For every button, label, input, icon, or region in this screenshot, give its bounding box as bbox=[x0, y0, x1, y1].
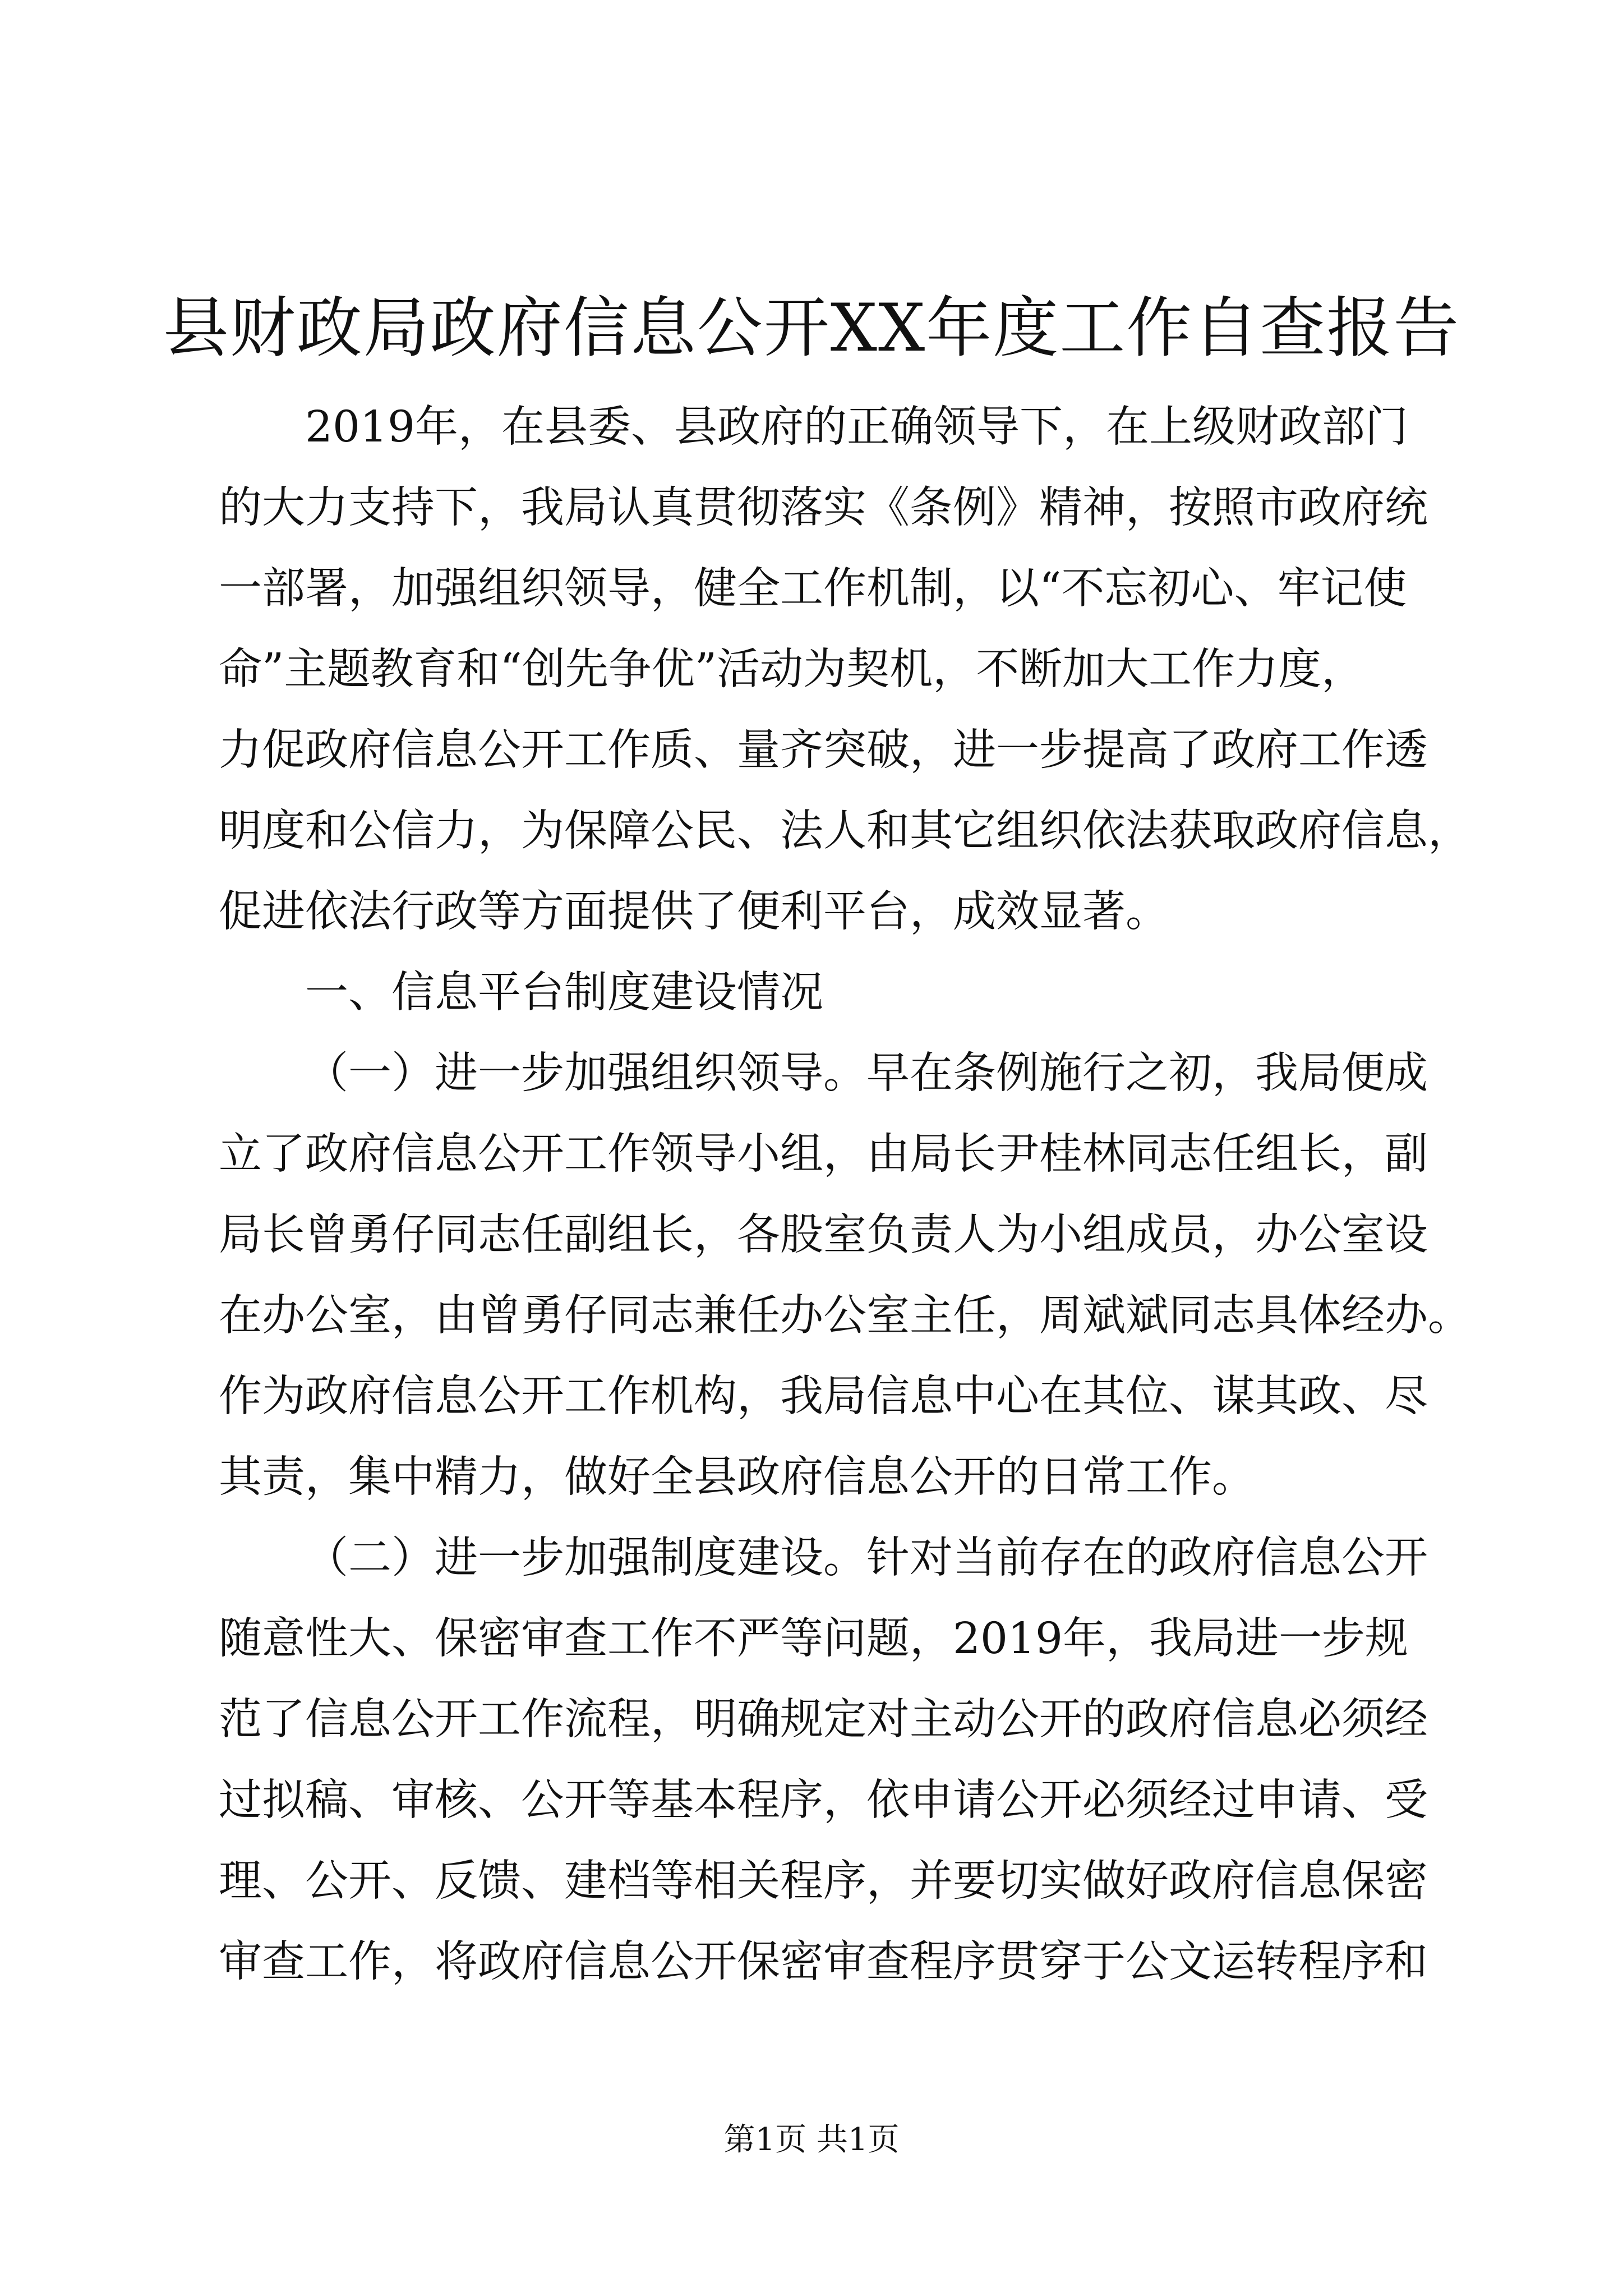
text-line: 随意性大、保密审查工作不严等问题，2019年，我局进一步规 bbox=[219, 1614, 1408, 1664]
text-line: 2019年，在县委、县政府的正确领导下，在上级财政部门 bbox=[305, 402, 1408, 452]
text-line: 其责，集中精力，做好全县政府信息公开的日常工作。 bbox=[219, 1452, 1255, 1502]
page-footer: 第1页 共1页 bbox=[723, 2122, 900, 2158]
document-body bbox=[219, 387, 1471, 2003]
text-line: 促进依法行政等方面提供了便利平台，成效显著。 bbox=[219, 887, 1169, 937]
text-line: 命”主题教育和“创先争优”活动为契机，不断加大工作力度， bbox=[219, 645, 1365, 694]
text-line: （一）进一步加强组织领导。早在条例施行之初，我局便成 bbox=[305, 1048, 1428, 1098]
text-line: 明度和公信力，为保障公民、法人和其它组织依法获取政府信息， bbox=[219, 806, 1471, 856]
document-title: 县财政局政府信息公开XX年度工作自查报告 bbox=[163, 289, 1460, 366]
text-line: 过拟稿、审核、公开等基本程序，依申请公开必须经过申请、受 bbox=[219, 1775, 1428, 1825]
text-line: 审查工作，将政府信息公开保密审查程序贯穿于公文运转程序和 bbox=[219, 1937, 1428, 1987]
text-line: 一、信息平台制度建设情况 bbox=[305, 968, 823, 1018]
text-line: 局长曾勇仔同志任副组长，各股室负责人为小组成员，办公室设 bbox=[219, 1210, 1428, 1260]
section-heading bbox=[219, 953, 1424, 1033]
text-line: 理、公开、反馈、建档等相关程序，并要切实做好政府信息保密 bbox=[219, 1856, 1428, 1906]
text-line: 一部署，加强组织领导，健全工作机制，以“不忘初心、牢记使 bbox=[219, 564, 1407, 614]
paragraph-intro bbox=[219, 387, 1471, 953]
text-line: （二）进一步加强制度建设。针对当前存在的政府信息公开 bbox=[305, 1533, 1428, 1583]
text-line: 作为政府信息公开工作机构，我局信息中心在其位、谋其政、尽 bbox=[219, 1372, 1428, 1421]
text-line: 在办公室，由曾勇仔同志兼任办公室主任，周斌斌同志具体经办。 bbox=[219, 1291, 1471, 1341]
text-line: 范了信息公开工作流程，明确规定对主动公开的政府信息必须经 bbox=[219, 1695, 1428, 1745]
paragraph-organization bbox=[219, 1033, 1471, 1518]
text-line: 立了政府信息公开工作领导小组，由局长尹桂林同志任组长，副 bbox=[219, 1129, 1428, 1179]
paragraph-system-building bbox=[219, 1518, 1428, 2003]
text-line: 的大力支持下，我局认真贯彻落实《条例》精神，按照市政府统 bbox=[219, 483, 1428, 533]
text-line: 力促政府信息公开工作质、量齐突破，进一步提高了政府工作透 bbox=[219, 725, 1428, 775]
